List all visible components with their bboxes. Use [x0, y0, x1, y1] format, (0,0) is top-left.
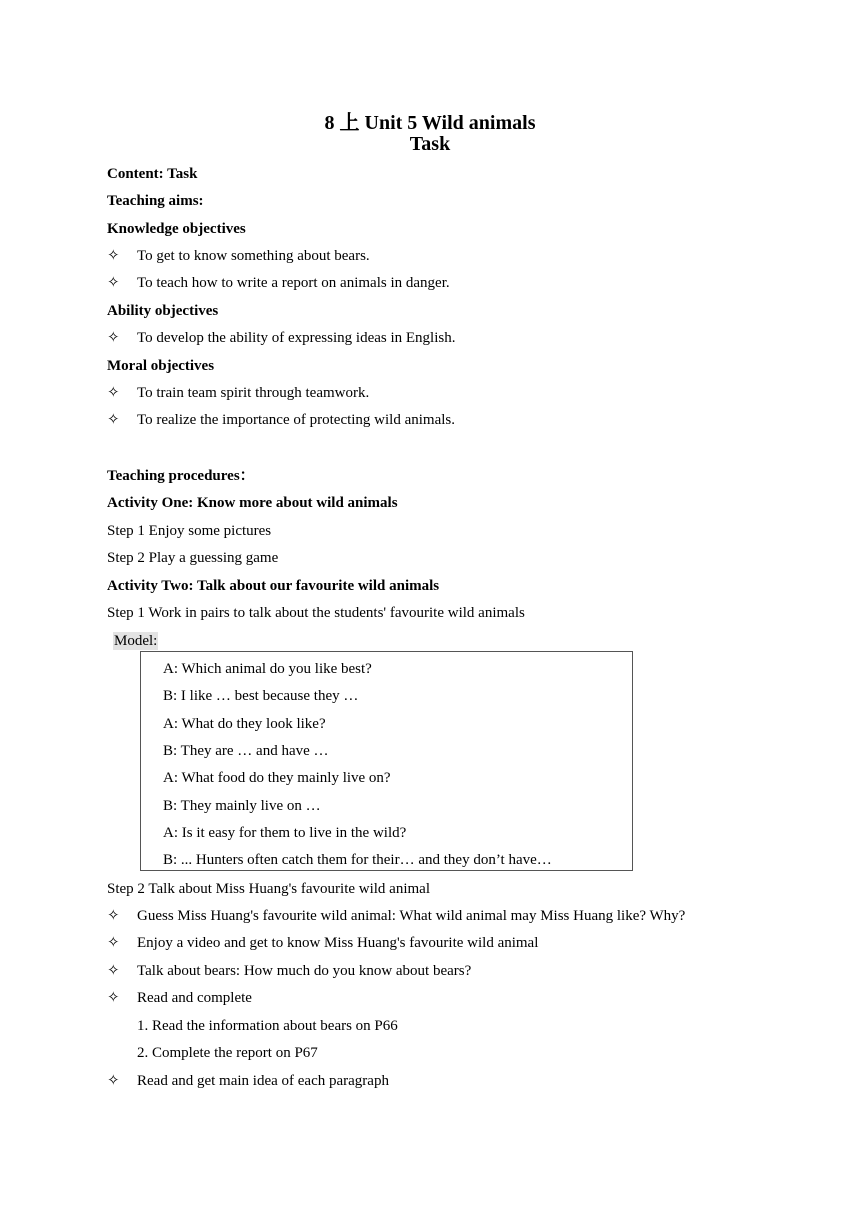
bullet-item: [107, 907, 685, 925]
bullet-icon: ✧: [107, 248, 120, 264]
bullet-text: Read and complete: [137, 990, 252, 1006]
bullet-icon: ✧: [107, 275, 120, 291]
knowledge-objectives-heading: Knowledge objectives: [107, 221, 246, 237]
moral-objectives-heading: Moral objectives: [107, 358, 215, 374]
activity-two-heading: Activity Two: Talk about our favourite wild animals: [107, 578, 440, 594]
ability-objectives-heading: Ability objectives: [107, 303, 219, 319]
dialogue-line: A: What food do they mainly live on?: [163, 770, 391, 786]
dialogue-line: B: They are … and have …: [163, 743, 329, 759]
bullet-icon: ✧: [107, 990, 120, 1006]
teaching-procedures-heading: Teaching procedures：: [107, 468, 255, 484]
dialogue-line: B: ... Hunters often catch them for their… and they don’t have…: [163, 852, 552, 868]
bullet-text: Read and get main idea of each paragraph: [137, 1073, 389, 1089]
dialogue-line: A: What do they look like?: [163, 716, 326, 732]
bullet-item: [107, 1072, 389, 1090]
bullet-item: [107, 411, 455, 429]
bullet-text: Guess Miss Huang's favourite wild animal: What wild animal may Miss Huang like? Why?: [137, 908, 686, 924]
bullet-text: Talk about bears: How much do you know about bears?: [137, 963, 472, 979]
bullet-icon: ✧: [107, 935, 120, 951]
activity-one-step-1: Step 1 Enjoy some pictures: [107, 523, 272, 539]
bullet-text: To train team spirit through teamwork.: [137, 385, 370, 401]
teaching-aims-heading: Teaching aims:: [107, 193, 204, 209]
bullet-item: [107, 934, 538, 952]
bullet-text: To teach how to write a report on animals in danger.: [137, 275, 450, 291]
bullet-item: [107, 384, 369, 402]
bullet-icon: ✧: [107, 385, 120, 401]
bullet-text: To realize the importance of protecting wild animals.: [137, 412, 456, 428]
bullet-item: [107, 962, 471, 980]
activity-two-step-1: Step 1 Work in pairs to talk about the students' favourite wild animals: [107, 605, 525, 621]
bullet-icon: ✧: [107, 330, 120, 346]
dialogue-line: A: Is it easy for them to live in the wild?: [163, 825, 407, 841]
bullet-icon: ✧: [107, 908, 120, 924]
sub-item: 2. Complete the report on P67: [137, 1045, 318, 1061]
activity-one-step-2: Step 2 Play a guessing game: [107, 550, 279, 566]
bullet-icon: ✧: [107, 963, 120, 979]
bullet-text: Enjoy a video and get to know Miss Huang's favourite wild animal: [137, 935, 539, 951]
bullet-item: [107, 247, 370, 265]
document-subtitle: Task: [409, 133, 451, 155]
bullet-item: [107, 989, 252, 1007]
activity-two-step-2: Step 2 Talk about Miss Huang's favourite wild animal: [107, 881, 430, 897]
bullet-text: To get to know something about bears.: [137, 248, 370, 264]
dialogue-line: B: I like … best because they …: [163, 688, 359, 704]
bullet-icon: ✧: [107, 412, 120, 428]
bullet-icon: ✧: [107, 1073, 120, 1089]
activity-one-heading: Activity One: Know more about wild animals: [107, 495, 398, 511]
dialogue-line: A: Which animal do you like best?: [163, 661, 372, 677]
dialogue-line: B: They mainly live on …: [163, 798, 321, 814]
model-label: Model:: [114, 633, 158, 649]
bullet-text: To develop the ability of expressing ideas in English.: [137, 330, 456, 346]
document-title: 8 上 Unit 5 Wild animals: [324, 112, 536, 134]
bullet-item: [107, 329, 455, 347]
bullet-item: [107, 274, 450, 292]
sub-item: 1. Read the information about bears on P66: [137, 1018, 398, 1034]
content-line: Content: Task: [107, 166, 198, 182]
